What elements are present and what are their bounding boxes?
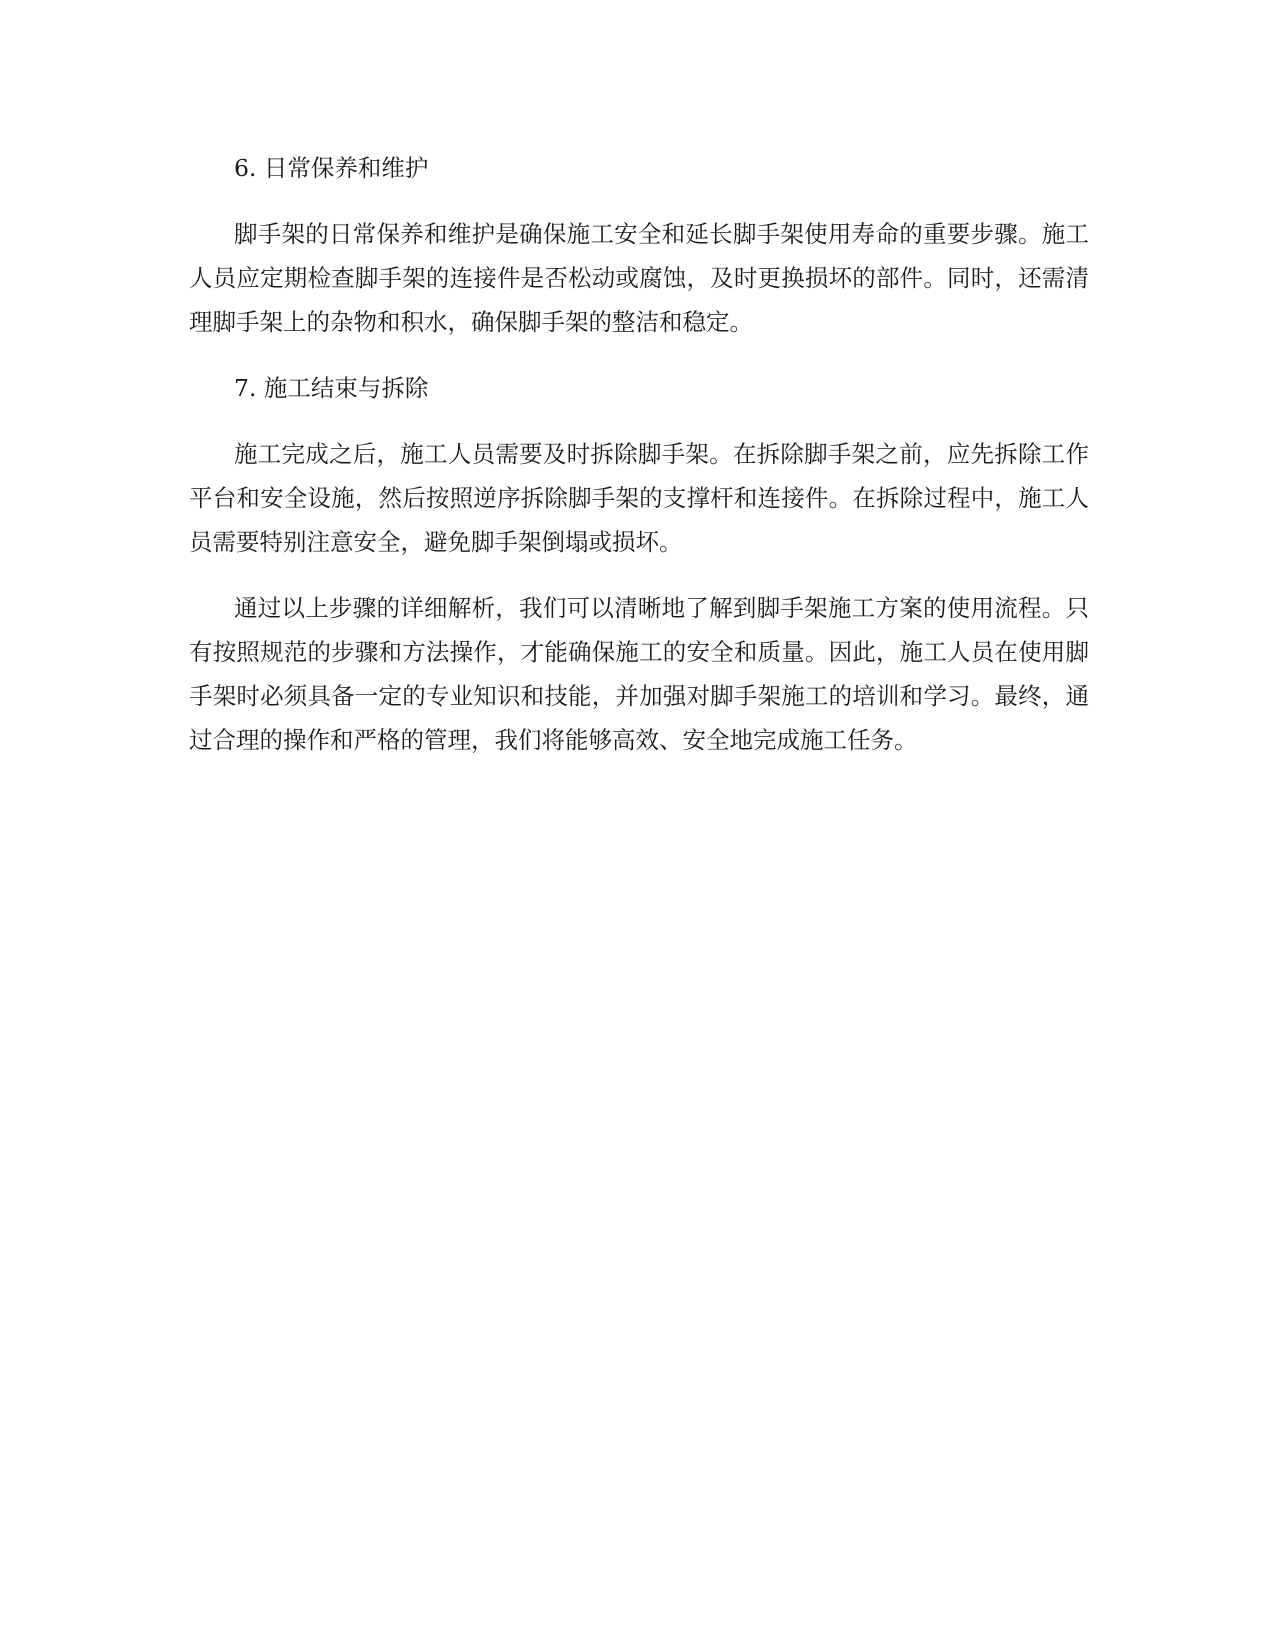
section-heading-dismantling: 7. 施工结束与拆除 <box>234 374 429 402</box>
section-paragraph-maintenance: 脚手架的日常保养和维护是确保施工安全和延长脚手架使用寿命的重要步骤。施工人员应定期检查脚手架的连接件是否松动或腐蚀，及时更换损坏的部件。同时，还需清理脚手架上的杂物和积水，确保脚手架的整洁和稳定。 <box>189 220 1089 336</box>
conclusion-paragraph: 通过以上步骤的详细解析，我们可以清晰地了解到脚手架施工方案的使用流程。只有按照规范的步骤和方法操作，才能确保施工的安全和质量。因此，施工人员在使用脚手架时必须具备一定的专业知识和技能，并加强对脚手架施工的培训和学习。最终，通过合理的操作和严格的管理，我们将能够高效、安全地完成施工任务。 <box>189 594 1089 754</box>
section-paragraph-dismantling: 施工完成之后，施工人员需要及时拆除脚手架。在拆除脚手架之前，应先拆除工作平台和安全设施，然后按照逆序拆除脚手架的支撑杆和连接件。在拆除过程中，施工人员需要特别注意安全，避免脚手架倒塌或损坏。 <box>189 440 1089 556</box>
section-heading-maintenance: 6. 日常保养和维护 <box>234 154 429 182</box>
document-body <box>189 146 1089 784</box>
